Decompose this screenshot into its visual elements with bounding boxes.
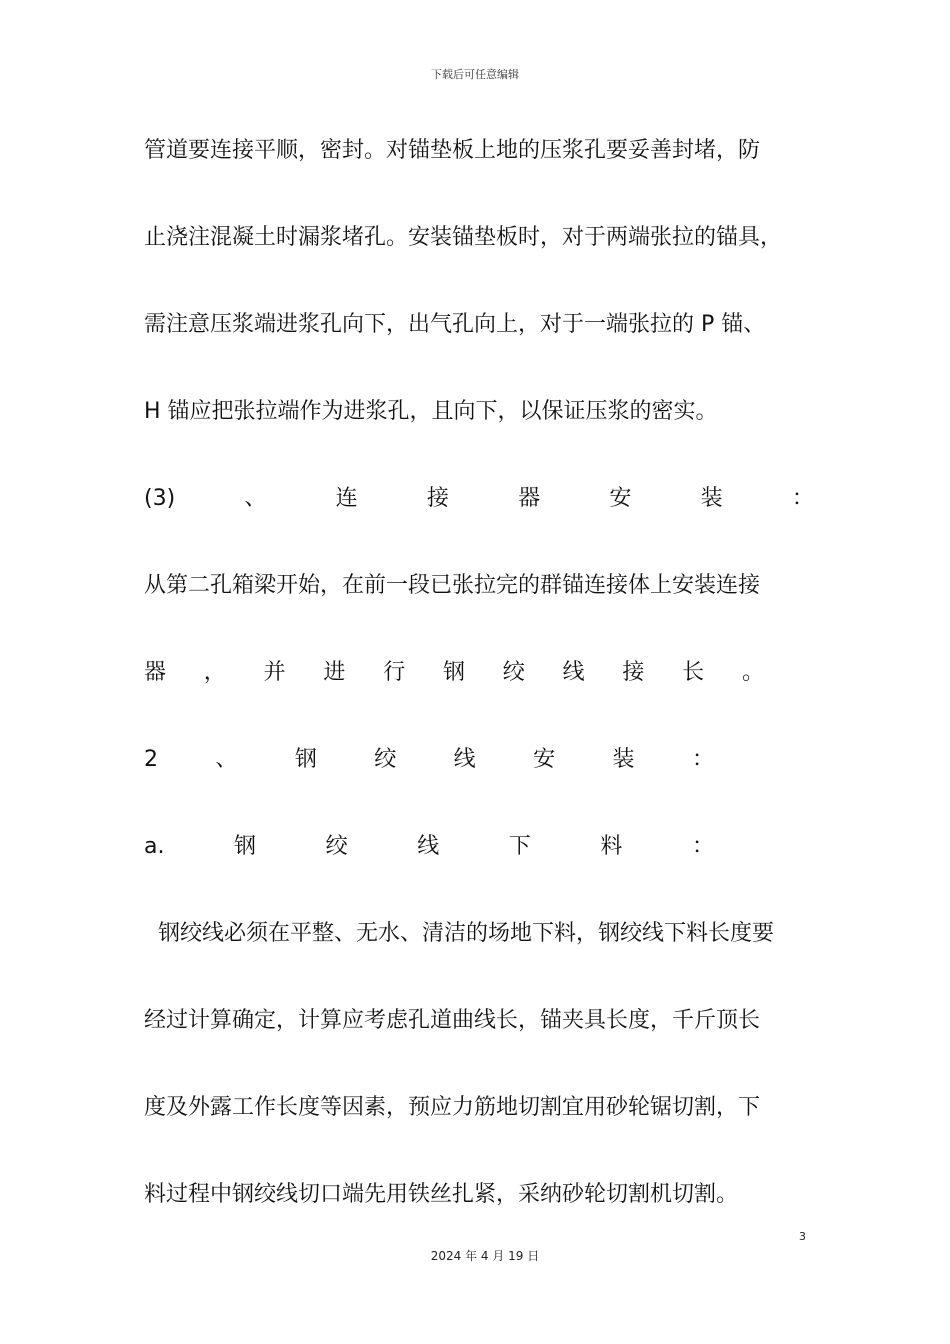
page-footer-date: 2024 年 4 月 19 日: [430, 1249, 540, 1263]
heading-connector-install: [144, 477, 824, 564]
text-char: 。: [741, 660, 764, 685]
text-char: 行: [383, 660, 406, 685]
heading-char: ：: [691, 747, 714, 772]
heading-char: 安: [609, 486, 632, 511]
text-char: 线: [562, 660, 585, 685]
heading-char: 、: [244, 486, 267, 511]
document-body: [144, 129, 824, 1260]
heading-char: 接: [426, 486, 449, 511]
paragraph-line-4: H 锚应把张拉端作为进浆孔，且向下，以保证压浆的密实。: [144, 399, 718, 424]
heading-char: (3): [144, 486, 176, 511]
text-char: 接: [622, 660, 645, 685]
text-char: 钢: [442, 660, 465, 685]
paragraph-cutting-line-4: 料过程中钢绞线切口端先用铁丝扎紧，采纳砂轮切割机切割。: [144, 1182, 739, 1207]
heading-char: 绞: [374, 747, 397, 772]
heading-char: 器: [518, 486, 541, 511]
heading-char: 绞: [325, 834, 348, 859]
text-char: 绞: [502, 660, 525, 685]
heading-char: 下: [508, 834, 531, 859]
heading-strand-install: [144, 738, 824, 825]
heading-char: 线: [417, 834, 440, 859]
text-char: 器: [144, 660, 167, 685]
text-char: 并: [263, 660, 286, 685]
paragraph-line-1: 管道要连接平顺，密封。对锚垫板上地的压浆孔要妥善封堵，防: [144, 138, 761, 163]
heading-char: ：: [691, 834, 714, 859]
page-header: 下载后可任意编辑: [431, 68, 519, 81]
heading-char: 、: [215, 747, 238, 772]
text-char: ，: [203, 660, 226, 685]
heading-char: 安: [533, 747, 556, 772]
paragraph-connector-line: 从第二孔箱梁开始，在前一段已张拉完的群锚连接体上安装连接: [144, 573, 761, 598]
heading-char: 装: [700, 486, 723, 511]
heading-char: 料: [600, 834, 623, 859]
heading-char: 钢: [234, 834, 257, 859]
heading-char: 钢: [294, 747, 317, 772]
heading-char: ：: [791, 486, 814, 511]
paragraph-line-2: 止浇注混凝土时漏浆堵孔。安装锚垫板时，对于两端张拉的锚具，: [144, 225, 783, 250]
paragraph-cutting-line-2: 经过计算确定，计算应考虑孔道曲线长，锚夹具长度，千斤顶长: [144, 1008, 761, 1033]
paragraph-cutting-line-3: 度及外露工作长度等因素，预应力筋地切割宜用砂轮锯切割，下: [144, 1095, 761, 1120]
heading-char: 连: [335, 486, 358, 511]
paragraph-cutting-line-1: 钢绞线必须在平整、无水、清洁的场地下料，钢绞线下料长度要: [144, 921, 774, 946]
heading-char: 装: [612, 747, 635, 772]
heading-strand-cutting: [144, 825, 824, 912]
paragraph-line-3: 需注意压浆端进浆孔向下，出气孔向上，对于一端张拉的 P 锚、: [144, 312, 766, 337]
text-char: 进: [323, 660, 346, 685]
text-char: 长: [682, 660, 705, 685]
heading-char: a.: [144, 834, 165, 859]
heading-char: 线: [453, 747, 476, 772]
paragraph-connector-cont: [144, 651, 824, 738]
heading-char: 2: [144, 747, 158, 772]
page-number: 3: [799, 1230, 806, 1243]
